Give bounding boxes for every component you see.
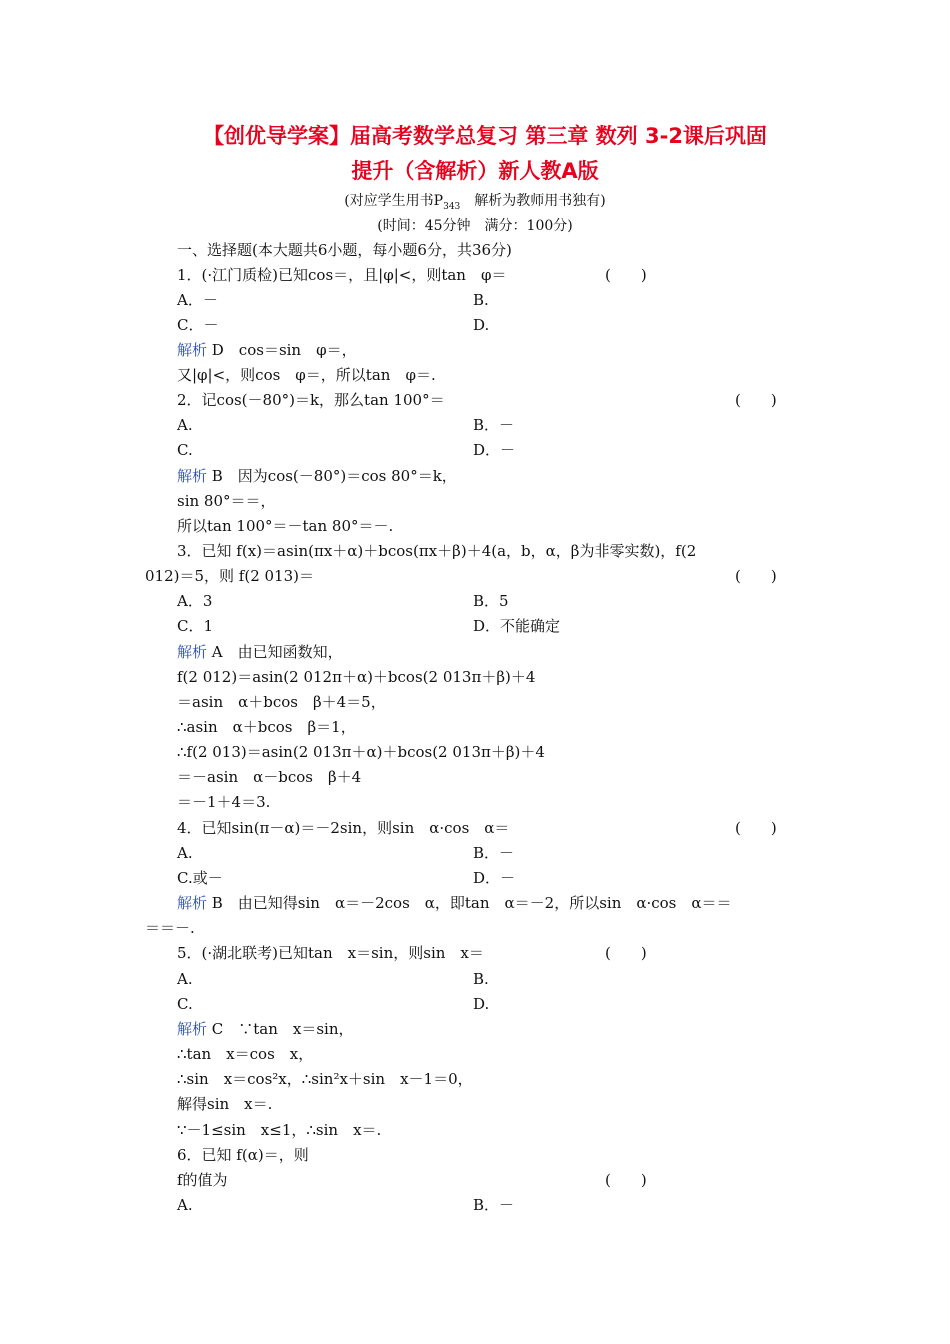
q5-option-b: B. (473, 970, 489, 988)
analysis-label: 解析 (177, 341, 208, 359)
q5-option-d: D. (473, 995, 490, 1013)
q5-solution-line-4: 解得sin x＝. (177, 1095, 273, 1113)
q3-answer-bracket: ( ) (735, 567, 777, 585)
q5-stem: 5．(·湖北联考)已知tan x＝sin，则sin x＝ (177, 944, 484, 962)
analysis-label: 解析 (177, 643, 208, 661)
analysis-label: 解析 (177, 467, 208, 485)
page-number: 343 (443, 201, 461, 212)
q3-stem-line-1: 3．已知 f(x)＝asin(πx＋α)＋bcos(πx＋β)＋4(a，b，α，β为非零实数)，f(2 (177, 542, 697, 560)
q2-option-d: D．－ (473, 441, 516, 459)
q3-solution-line-5: ∴f(2 013)＝asin(2 013π＋α)＋bcos(2 013π＋β)＋4 (177, 743, 545, 761)
q2-option-c: C. (177, 441, 193, 459)
q5-option-c: C. (177, 995, 193, 1013)
q1-solution-line-2: 又|φ|<，则cos φ＝，所以tan φ＝. (177, 366, 436, 384)
document-title-line-1: 【创优导学案】届高考数学总复习 第三章 数列 3-2课后巩固 (203, 124, 767, 148)
q6-option-a: A. (177, 1196, 193, 1214)
q6-stem-line-2: f的值为 (177, 1171, 228, 1189)
q4-option-d: D．－ (473, 869, 516, 887)
q3-solution-line-2: f(2 012)＝asin(2 012π＋α)＋bcos(2 013π＋β)＋4 (177, 668, 536, 686)
q3-solution-line-4: ∴asin α＋bcos β＝1， (177, 718, 356, 736)
q1-stem: 1．(·江门质检)已知cos＝，且|φ|<，则tan φ＝ (177, 266, 507, 284)
analysis-label: 解析 (177, 894, 208, 912)
q3-solution-line-7: ＝－1＋4＝3. (177, 793, 271, 811)
q3-option-b: B．5 (473, 592, 509, 610)
q4-solution-line-2: ＝＝－. (145, 919, 195, 937)
usage-note: (对应学生用书$P_{343}$ 解析为教师用书独有) (344, 193, 606, 212)
time-score-note: (时间：45分钟 满分：100分) (377, 218, 573, 234)
q5-solution-line-3: ∴sin x＝cos²x，∴sin²x＋sin x－1＝0， (177, 1070, 473, 1088)
q6-stem-line-1: 6．已知 f(α)＝，则 (177, 1146, 309, 1164)
q1-option-d: D. (473, 316, 490, 334)
q2-stem: 2．记cos(－80°)＝k，那么tan 100°＝ (177, 391, 445, 409)
q2-answer-bracket: ( ) (735, 391, 777, 409)
q3-option-c: C．1 (177, 617, 214, 635)
q3-option-d: D．不能确定 (473, 617, 561, 635)
q5-option-a: A. (177, 970, 193, 988)
q5-solution-line-5: ∵－1≤sin x≤1，∴sin x＝. (177, 1121, 382, 1139)
q4-option-b: B．－ (473, 844, 515, 862)
q4-option-c: C.或－ (177, 869, 223, 887)
q4-solution-line-1: 解析 B 由已知得sin α＝－2cos α，即tan α＝－2，所以sin α·cos α＝＝ (177, 894, 732, 912)
q1-answer-bracket: ( ) (605, 266, 647, 284)
q2-solution-line-1: 解析 B 因为cos(－80°)＝cos 80°＝k， (177, 467, 457, 485)
q3-solution-line-6: ＝－asin α－bcos β＋4 (177, 768, 362, 786)
q1-option-c: C．－ (177, 316, 219, 334)
q2-option-b: B．－ (473, 416, 515, 434)
q1-option-b: B. (473, 291, 489, 309)
q2-option-a: A. (177, 416, 193, 434)
q4-answer-bracket: ( ) (735, 819, 777, 837)
q5-solution-line-1: 解析 C ∵tan x＝sin， (177, 1020, 354, 1038)
q4-option-a: A. (177, 844, 193, 862)
q2-solution-line-3: 所以tan 100°＝－tan 80°＝－. (177, 517, 394, 535)
q1-solution-line-1: 解析 D cos＝sin φ＝， (177, 341, 357, 359)
q6-answer-bracket: ( ) (605, 1171, 647, 1189)
q2-solution-line-2: sin 80°＝＝， (177, 492, 276, 510)
q4-stem: 4．已知sin(π－α)＝－2sin，则sin α·cos α＝ (177, 819, 510, 837)
document-title-line-2: 提升（含解析）新人教A版 (351, 159, 599, 183)
q3-option-a: A．3 (177, 592, 213, 610)
q5-answer-bracket: ( ) (605, 944, 647, 962)
q3-solution-line-1: 解析 A 由已知函数知， (177, 643, 343, 661)
q3-stem-line-2: 012)＝5，则 f(2 013)＝ (145, 567, 314, 585)
q1-option-a: A．－ (177, 291, 218, 309)
q6-option-b: B．－ (473, 1196, 515, 1214)
analysis-label: 解析 (177, 1020, 208, 1038)
q3-solution-line-3: ＝asin α＋bcos β＋4＝5， (177, 693, 386, 711)
section-heading: 一、选择题(本大题共6小题，每小题6分，共36分) (177, 241, 512, 259)
q5-solution-line-2: ∴tan x＝cos x， (177, 1045, 314, 1063)
